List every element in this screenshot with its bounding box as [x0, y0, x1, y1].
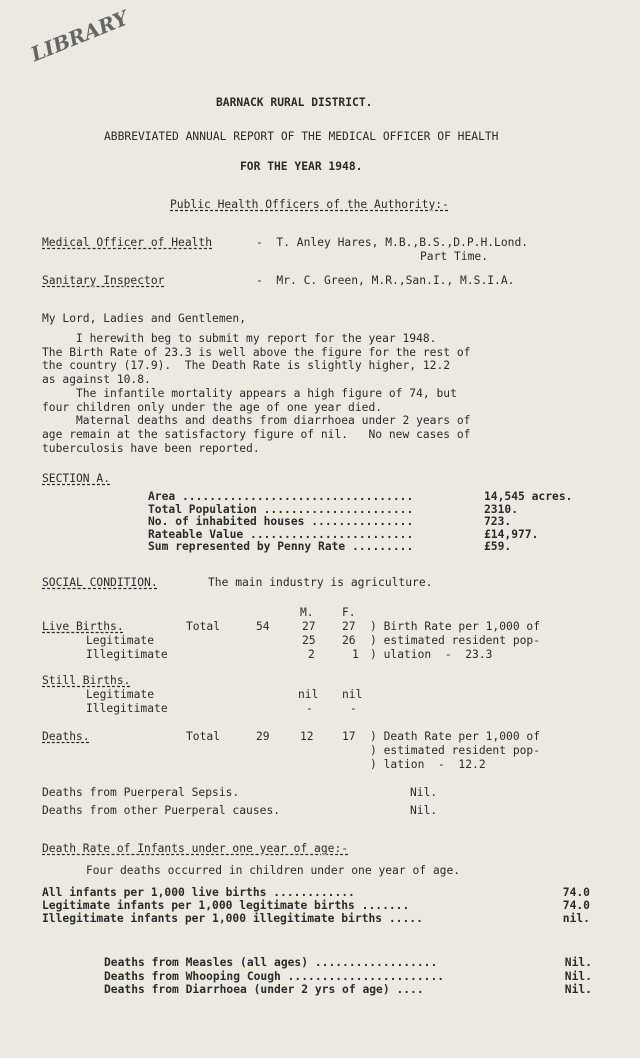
still-legit-m: nil	[298, 688, 319, 701]
letter-line: I herewith beg to submit my report for the year 1948.	[42, 332, 437, 345]
library-stamp: LIBRARY	[27, 5, 132, 67]
cause-label: Deaths from Measles (all ages) ..................	[104, 956, 438, 969]
live-illegit-f: 1	[352, 648, 359, 661]
deaths-f: 17	[342, 730, 356, 743]
death-rate-note-3: ) lation - 12.2	[370, 758, 486, 771]
still-legit-label: Legitimate	[86, 688, 155, 701]
infant-rate-label: Legitimate infants per 1,000 legitimate births .......	[42, 899, 410, 912]
live-legit-m: 25	[302, 634, 316, 647]
section-a-label: Total Population ......................	[148, 502, 414, 516]
cause-label: Deaths from Whooping Cough .......................	[104, 969, 445, 983]
section-a-value: 2310.	[484, 502, 519, 516]
cause-value: Nil.	[564, 983, 592, 996]
infant-rate-value: 74.0	[562, 886, 590, 899]
cause-value: Nil.	[564, 956, 592, 969]
moh-label: Medical Officer of Health	[42, 236, 213, 249]
death-rate-note-1: ) Death Rate per 1,000 of	[370, 730, 541, 743]
live-legit-label: Legitimate	[86, 634, 155, 647]
cause-value: Nil.	[564, 969, 592, 983]
live-total-label: Total	[186, 620, 221, 633]
still-illegit-m: -	[306, 702, 313, 715]
deaths-m: 12	[300, 730, 314, 743]
live-total: 54	[256, 620, 270, 633]
report-title: ABBREVIATED ANNUAL REPORT OF THE MEDICAL OFFICER OF HEALTH	[104, 130, 499, 143]
si-name: - Mr. C. Green, M.R.,San.I., M.S.I.A.	[256, 274, 515, 287]
moh-time: Part Time.	[420, 250, 489, 263]
still-legit-f: nil	[342, 688, 363, 701]
live-legit-f: 26	[342, 634, 356, 647]
report-year: FOR THE YEAR 1948.	[240, 160, 363, 173]
puerperal-other-value: Nil.	[410, 804, 438, 817]
birth-rate-note-2: ) estimated resident pop-	[370, 634, 541, 647]
still-illegit-f: -	[350, 702, 357, 715]
letter-line: The Birth Rate of 23.3 is well above the figure for the rest of	[42, 345, 471, 359]
deaths-total: 29	[256, 730, 270, 743]
birth-rate-note-3: ) ulation - 23.3	[370, 648, 493, 661]
section-a-value: 723.	[484, 515, 512, 528]
birth-rate-note-1: ) Birth Rate per 1,000 of	[370, 620, 541, 633]
section-a-value: 14,545 acres.	[484, 490, 573, 503]
letter-line: The infantile mortality appears a high figure of 74, but	[42, 386, 457, 400]
section-a-heading: SECTION A.	[42, 472, 111, 485]
letter-line: age remain at the satisfactory figure of nil. No new cases of	[42, 427, 471, 441]
section-a-value: £14,977.	[484, 527, 539, 541]
letter-line: as against 10.8.	[42, 373, 151, 387]
moh-name: - T. Anley Hares, M.B.,B.S.,D.P.H.Lond.	[256, 236, 529, 249]
infant-rate-label: All infants per 1,000 live births ............	[42, 886, 355, 899]
salutation: My Lord, Ladies and Gentlemen,	[42, 312, 247, 325]
col-f-header: F.	[342, 606, 356, 619]
col-m-header: M.	[300, 606, 314, 619]
live-illegit-label: Illegitimate	[86, 648, 168, 661]
officers-heading: Public Health Officers of the Authority:-	[170, 198, 449, 211]
live-total-m: 27	[302, 620, 316, 633]
still-births-heading: Still Births.	[42, 674, 131, 687]
social-text: The main industry is agriculture.	[208, 576, 433, 589]
infant-rate-value: 74.0	[562, 899, 590, 912]
district-title: BARNACK RURAL DISTRICT.	[216, 96, 373, 109]
live-illegit-m: 2	[308, 648, 315, 661]
section-a-value: £59.	[484, 540, 512, 553]
still-illegit-label: Illegitimate	[86, 702, 168, 715]
si-label: Sanitary Inspector	[42, 274, 165, 287]
puerperal-sepsis-label: Deaths from Puerperal Sepsis.	[42, 786, 240, 799]
infant-intro: Four deaths occurred in children under one year of age.	[86, 864, 461, 877]
cause-label: Deaths from Diarrhoea (under 2 yrs of age) ....	[104, 983, 424, 996]
letter-line: four children only under the age of one year died.	[42, 400, 383, 414]
puerperal-other-label: Deaths from other Puerperal causes.	[42, 804, 281, 817]
death-rate-note-2: ) estimated resident pop-	[370, 744, 541, 757]
live-total-f: 27	[342, 620, 356, 633]
letter-line: tuberculosis have been reported.	[42, 441, 260, 455]
deaths-total-label: Total	[186, 730, 221, 743]
section-a-label: Rateable Value ........................	[148, 527, 414, 541]
infant-rate-label: Illegitimate infants per 1,000 illegitimate births .....	[42, 912, 423, 925]
social-heading: SOCIAL CONDITION.	[42, 576, 158, 589]
deaths-heading: Deaths.	[42, 730, 90, 743]
infant-heading: Death Rate of Infants under one year of age:-	[42, 842, 349, 855]
infant-rate-value: nil.	[562, 912, 590, 925]
puerperal-sepsis-value: Nil.	[410, 786, 438, 799]
letter-line: Maternal deaths and deaths from diarrhoea under 2 years of	[42, 414, 471, 428]
live-births-heading: Live Births.	[42, 620, 124, 633]
section-a-label: No. of inhabited houses ...............	[148, 515, 414, 528]
section-a-label: Area ..................................	[148, 490, 414, 503]
letter-line: the country (17.9). The Death Rate is slightly higher, 12.2	[42, 359, 451, 373]
section-a-label: Sum represented by Penny Rate .........	[148, 540, 414, 553]
